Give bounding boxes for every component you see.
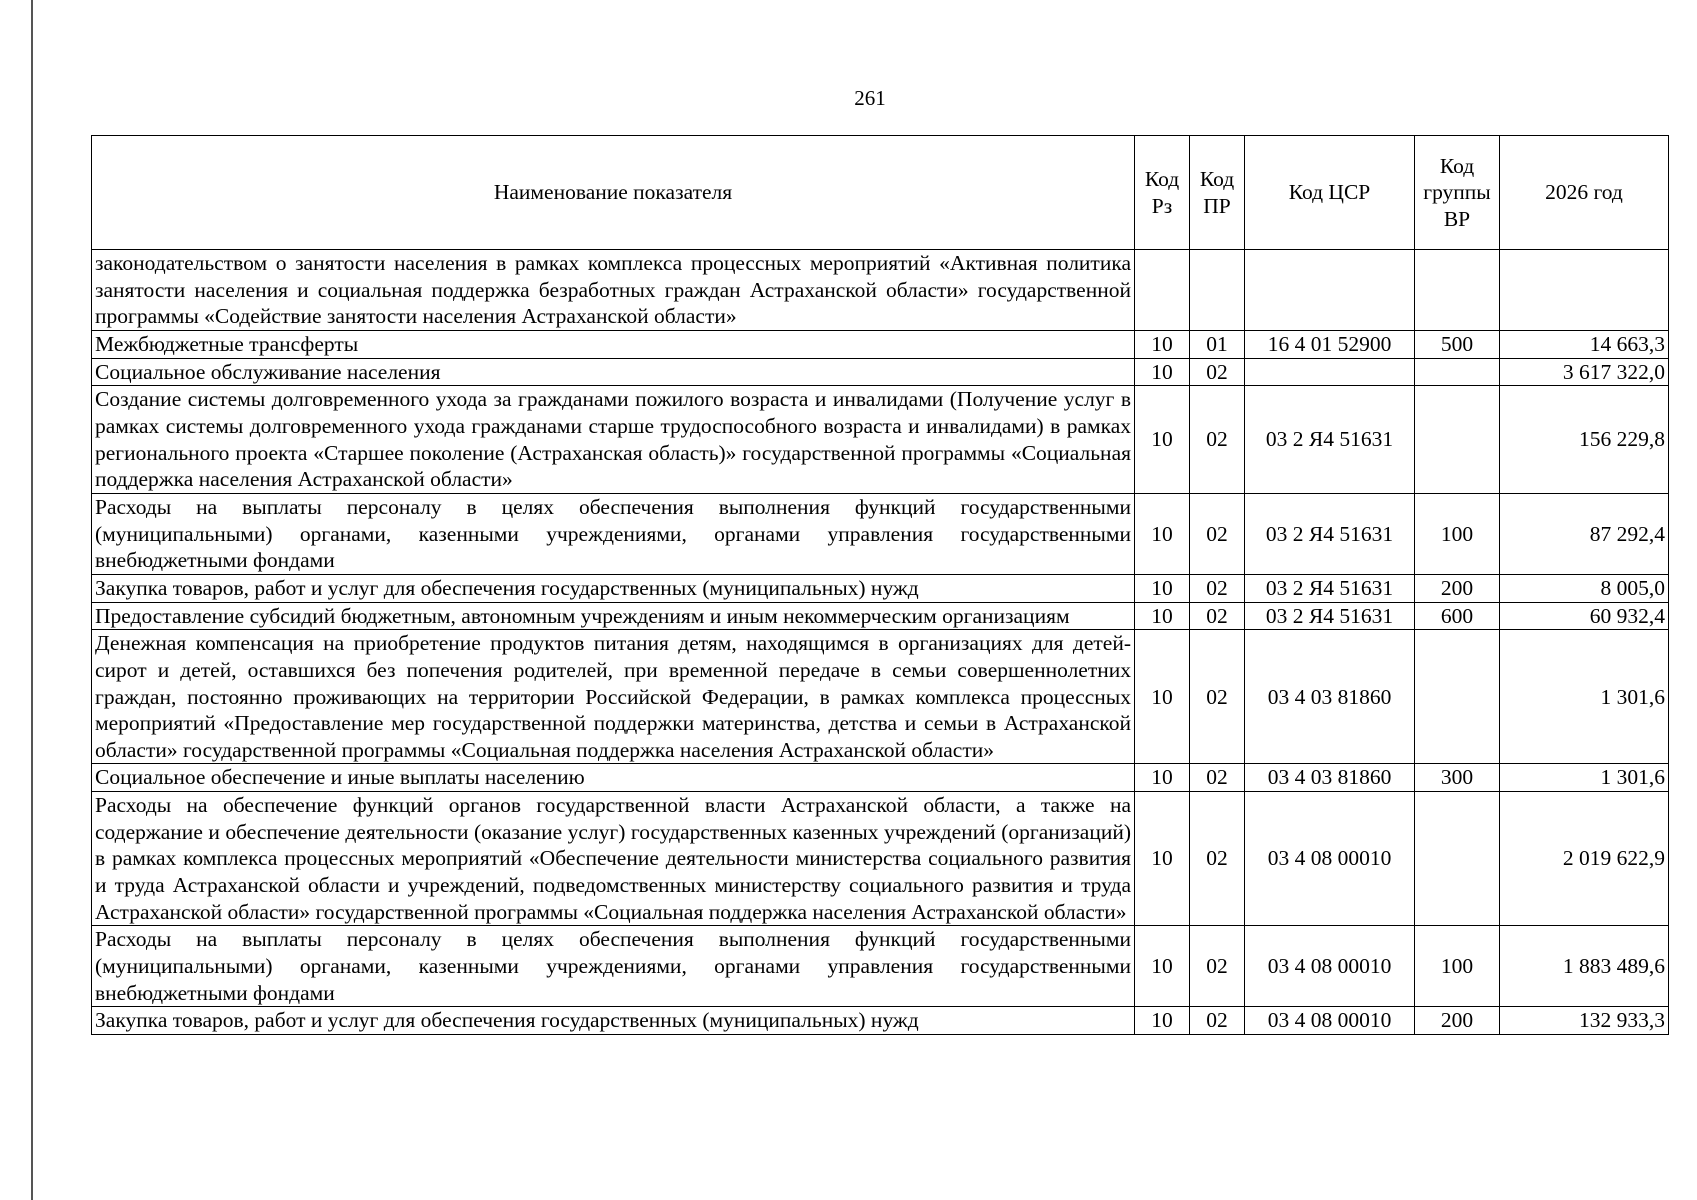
- row-vr: 100: [1415, 926, 1500, 1007]
- row-rz: 10: [1135, 792, 1190, 926]
- row-csr: 03 2 Я4 51631: [1245, 386, 1415, 494]
- row-amount: 1 301,6: [1500, 630, 1669, 764]
- row-rz: 10: [1135, 358, 1190, 386]
- table-row: [92, 493, 1669, 574]
- row-csr: 03 2 Я4 51631: [1245, 574, 1415, 602]
- row-vr: 200: [1415, 574, 1500, 602]
- row-vr: 200: [1415, 1007, 1500, 1035]
- table-row: [92, 764, 1669, 792]
- row-vr: [1415, 358, 1500, 386]
- row-name: Социальное обслуживание населения: [92, 358, 1135, 386]
- row-name: Создание системы долговременного ухода за гражданами пожилого возраста и инвалидами (Получение услуг в рамках системы долговременного ухода гражданами старше трудоспособного возраста и инвалидами) в рамках регионального проекта «Старшее поколение (Астраханская область)» государственной программы «Социальная поддержка населения Астраханской области»: [92, 386, 1135, 494]
- row-vr: 500: [1415, 330, 1500, 358]
- row-name: Социальное обеспечение и иные выплаты населению: [92, 764, 1135, 792]
- row-amount: 3 617 322,0: [1500, 358, 1669, 386]
- row-csr: 03 2 Я4 51631: [1245, 493, 1415, 574]
- row-csr: 03 4 08 00010: [1245, 926, 1415, 1007]
- header-pr: Код ПР: [1190, 136, 1245, 250]
- row-pr: 02: [1190, 926, 1245, 1007]
- row-pr: 02: [1190, 493, 1245, 574]
- row-name: Денежная компенсация на приобретение продуктов питания детям, находящимся в организациях для детей-сирот и детей, оставшихся без попечения родителей, при временной передаче в семьи совершеннолетних граждан, постоянно проживающих на территории Российской Федерации, в рамках комплекса процессных мероприятий «Предоставление мер государственной поддержки материнства, детства и семьи в Астраханской области» государственной программы «Социальная поддержка населения Астраханской области»: [92, 630, 1135, 764]
- row-csr: 03 4 08 00010: [1245, 792, 1415, 926]
- header-vr: Код группы ВР: [1415, 136, 1500, 250]
- row-amount: 60 932,4: [1500, 602, 1669, 630]
- row-pr: 02: [1190, 764, 1245, 792]
- table-row: [92, 602, 1669, 630]
- row-name: Закупка товаров, работ и услуг для обеспечения государственных (муниципальных) нужд: [92, 1007, 1135, 1035]
- row-rz: [1135, 250, 1190, 331]
- row-rz: 10: [1135, 330, 1190, 358]
- row-csr: [1245, 358, 1415, 386]
- row-pr: 02: [1190, 602, 1245, 630]
- table-row: [92, 330, 1669, 358]
- row-pr: [1190, 250, 1245, 331]
- row-pr: 02: [1190, 792, 1245, 926]
- row-name: Закупка товаров, работ и услуг для обеспечения государственных (муниципальных) нужд: [92, 574, 1135, 602]
- row-pr: 02: [1190, 1007, 1245, 1035]
- row-amount: 1 301,6: [1500, 764, 1669, 792]
- row-amount: 87 292,4: [1500, 493, 1669, 574]
- row-pr: 02: [1190, 386, 1245, 494]
- row-vr: 100: [1415, 493, 1500, 574]
- row-amount: 14 663,3: [1500, 330, 1669, 358]
- row-name: Межбюджетные трансферты: [92, 330, 1135, 358]
- row-name: Расходы на выплаты персоналу в целях обеспечения выполнения функций государственными (муниципальными) органами, казенными учреждениями, органами управления государственными внебюджетными фондами: [92, 926, 1135, 1007]
- row-vr: 300: [1415, 764, 1500, 792]
- table-row: [92, 1007, 1669, 1035]
- row-csr: 03 4 03 81860: [1245, 764, 1415, 792]
- row-amount: 156 229,8: [1500, 386, 1669, 494]
- row-rz: 10: [1135, 630, 1190, 764]
- table-row: [92, 386, 1669, 494]
- row-name: Расходы на выплаты персоналу в целях обеспечения выполнения функций государственными (муниципальными) органами, казенными учреждениями, органами управления государственными внебюджетными фондами: [92, 493, 1135, 574]
- row-vr: 600: [1415, 602, 1500, 630]
- row-vr: [1415, 792, 1500, 926]
- row-rz: 10: [1135, 926, 1190, 1007]
- row-name: Предоставление субсидий бюджетным, автономным учреждениям и иным некоммерческим организациям: [92, 602, 1135, 630]
- row-name: законодательством о занятости населения в рамках комплекса процессных мероприятий «Активная политика занятости населения и социальная поддержка безработных граждан Астраханской области» государственной программы «Содействие занятости населения Астраханской области»: [92, 250, 1135, 331]
- row-rz: 10: [1135, 602, 1190, 630]
- row-csr: 03 4 03 81860: [1245, 630, 1415, 764]
- table-row: [92, 792, 1669, 926]
- row-rz: 10: [1135, 764, 1190, 792]
- row-pr: 02: [1190, 574, 1245, 602]
- row-rz: 10: [1135, 574, 1190, 602]
- table-row: [92, 926, 1669, 1007]
- header-year: 2026 год: [1500, 136, 1669, 250]
- table-row: [92, 630, 1669, 764]
- page-number: 261: [854, 86, 886, 110]
- row-amount: 2 019 622,9: [1500, 792, 1669, 926]
- table-row: [92, 358, 1669, 386]
- row-amount: 1 883 489,6: [1500, 926, 1669, 1007]
- table-header-row: [92, 136, 1669, 250]
- row-csr: 03 2 Я4 51631: [1245, 602, 1415, 630]
- row-vr: [1415, 386, 1500, 494]
- row-vr: [1415, 250, 1500, 331]
- header-csr: Код ЦСР: [1245, 136, 1415, 250]
- row-pr: 02: [1190, 358, 1245, 386]
- row-rz: 10: [1135, 1007, 1190, 1035]
- header-rz: Код Рз: [1135, 136, 1190, 250]
- page-edge-line: [31, 0, 33, 1200]
- row-pr: 02: [1190, 630, 1245, 764]
- row-vr: [1415, 630, 1500, 764]
- budget-table: [91, 135, 1669, 1035]
- header-name: Наименование показателя: [92, 136, 1135, 250]
- row-amount: 8 005,0: [1500, 574, 1669, 602]
- table-row: [92, 574, 1669, 602]
- row-amount: [1500, 250, 1669, 331]
- row-pr: 01: [1190, 330, 1245, 358]
- row-csr: 03 4 08 00010: [1245, 1007, 1415, 1035]
- row-rz: 10: [1135, 386, 1190, 494]
- row-rz: 10: [1135, 493, 1190, 574]
- table-row: [92, 250, 1669, 331]
- row-amount: 132 933,3: [1500, 1007, 1669, 1035]
- row-csr: 16 4 01 52900: [1245, 330, 1415, 358]
- row-name: Расходы на обеспечение функций органов государственной власти Астраханской области, а также на содержание и обеспечение деятельности (оказание услуг) государственных казенных учреждений (организаций) в рамках комплекса процессных мероприятий «Обеспечение деятельности министерства социального развития и труда Астраханской области и учреждений, подведомственных министерству социального развития и труда Астраханской области» государственной программы «Социальная поддержка населения Астраханской области»: [92, 792, 1135, 926]
- row-csr: [1245, 250, 1415, 331]
